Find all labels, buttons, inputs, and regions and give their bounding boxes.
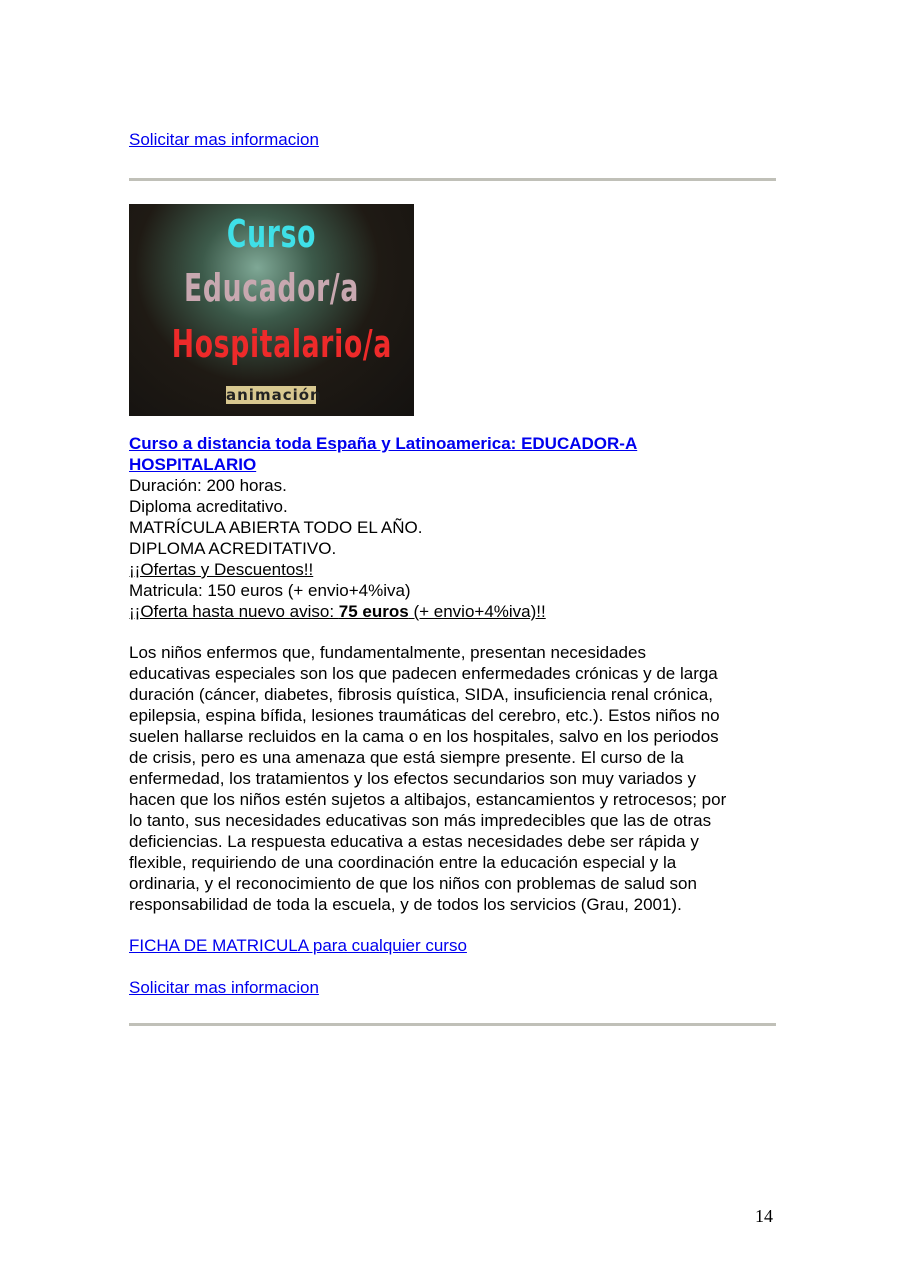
price: Matricula: 150 euros (+ envio+4%iva) xyxy=(129,581,411,600)
banner-text: Hospitalario/a xyxy=(171,322,392,366)
paragraph-line: epilepsia, espina bífida, lesiones traumáticas del cerebro, etc.). Estos niños no xyxy=(129,706,720,725)
offer-prefix: ¡¡Oferta hasta nuevo aviso: xyxy=(129,602,339,621)
course-title-line: Curso a distancia toda España y Latinoamerica: EDUCADOR-A xyxy=(129,434,638,453)
offers: ¡¡Ofertas y Descuentos!! xyxy=(129,560,314,579)
paragraph-line: de crisis, pero es una amenaza que está siempre presente. El curso de la xyxy=(129,748,684,767)
paragraph-line: deficiencias. La respuesta educativa a estas necesidades debe ser rápida y xyxy=(129,832,699,851)
paragraph-line: educativas especiales son los que padecen enfermedades crónicas y de larga xyxy=(129,664,718,683)
description-paragraph xyxy=(129,642,726,915)
paragraph-line: suelen hallarse recluidos en la cama o en los hospitales, salvo en los periodos xyxy=(129,727,719,746)
request-info-link-bottom[interactable]: Solicitar mas informacion xyxy=(129,978,319,997)
request-info-link-top[interactable]: Solicitar mas informacion xyxy=(129,130,319,149)
course-info xyxy=(129,433,637,622)
duration: Duración: 200 horas. xyxy=(129,476,287,495)
offer-line xyxy=(129,601,637,622)
banner-text: Educador/a xyxy=(184,266,359,310)
paragraph-line: hacen que los niños estén sujetos a altibajos, estancamientos y retrocesos; por xyxy=(129,790,727,809)
animacion-logo: animación xyxy=(226,386,322,404)
course-banner-image xyxy=(129,204,414,416)
page-number: 14 xyxy=(755,1206,773,1226)
divider xyxy=(129,178,776,181)
paragraph-line: duración (cáncer, diabetes, fibrosis quística, SIDA, insuficiencia renal crónica, xyxy=(129,685,713,704)
diploma: Diploma acreditativo. xyxy=(129,497,288,516)
offer-price: 75 euros xyxy=(338,602,409,621)
paragraph-line: ordinaria, y el reconocimiento de que los niños con problemas de salud son xyxy=(129,874,697,893)
course-title-line: HOSPITALARIO xyxy=(129,455,257,474)
diploma-upper: DIPLOMA ACREDITATIVO. xyxy=(129,539,337,558)
paragraph-line: lo tanto, sus necesidades educativas son más impredecibles que las de otras xyxy=(129,811,712,830)
banner-text: Curso xyxy=(226,212,317,256)
paragraph-line: enfermedad, los tratamientos y los efectos secundarios son muy variados y xyxy=(129,769,696,788)
paragraph-line: responsabilidad de toda la escuela, y de todos los servicios (Grau, 2001). xyxy=(129,895,682,914)
paragraph-line: Los niños enfermos que, fundamentalmente, presentan necesidades xyxy=(129,643,646,662)
paragraph-line: flexible, requiriendo de una coordinación entre la educación especial y la xyxy=(129,853,677,872)
course-title-link[interactable] xyxy=(129,433,637,475)
divider xyxy=(129,1023,776,1026)
enrollment: MATRÍCULA ABIERTA TODO EL AÑO. xyxy=(129,518,423,537)
offer-suffix: (+ envio+4%iva)!! xyxy=(408,602,546,621)
enrollment-form-link[interactable]: FICHA DE MATRICULA para cualquier curso xyxy=(129,936,467,955)
